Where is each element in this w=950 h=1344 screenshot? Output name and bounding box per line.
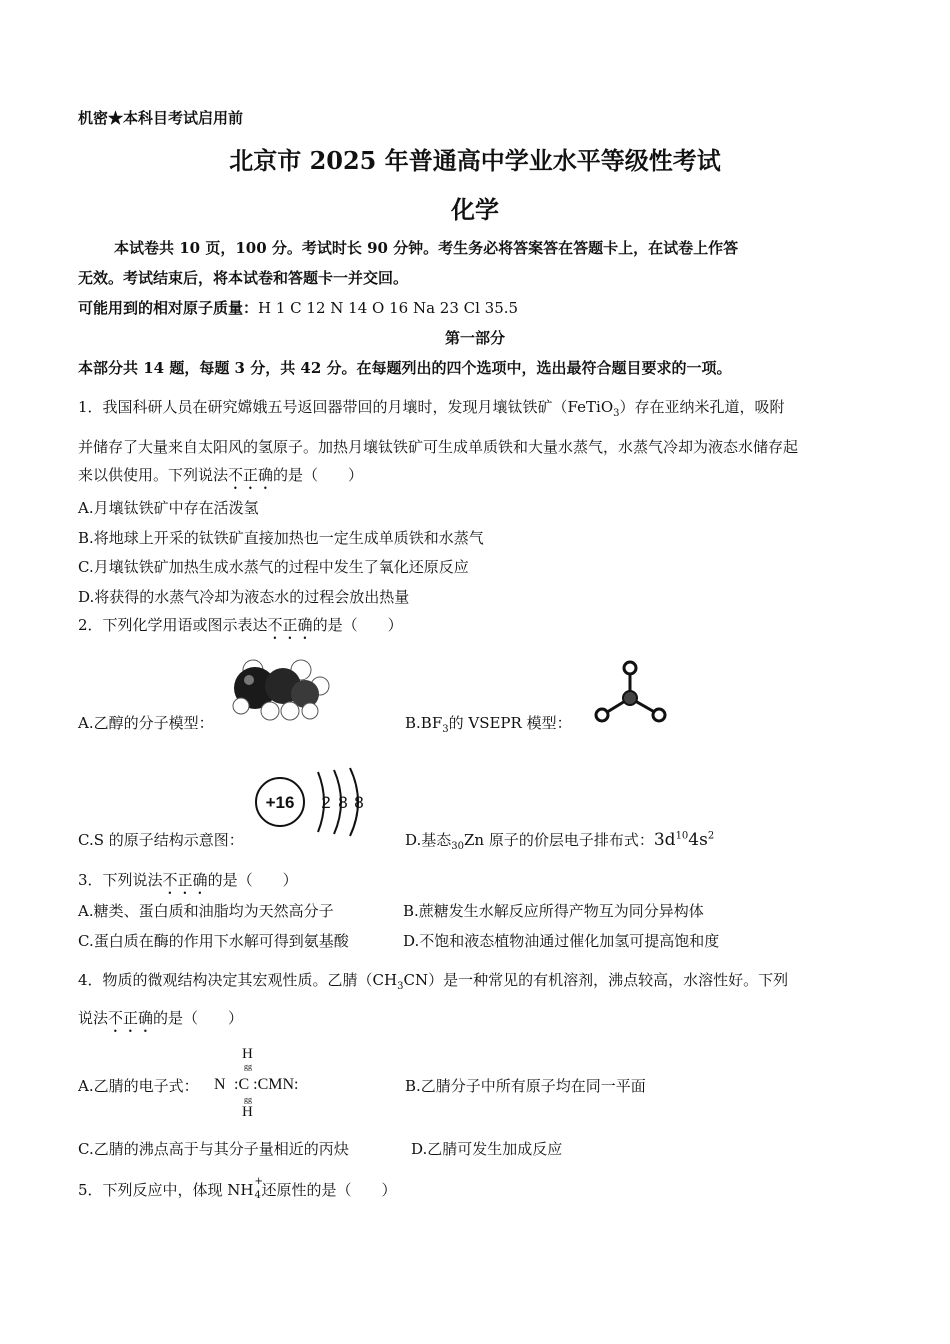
atomic-masses-label: 可能用到的相对原子质量： — [78, 299, 259, 317]
lewis-bottom-h: H — [242, 1104, 253, 1120]
part-intro: 本部分共 14 题，每题 3 分，共 42 分。在每题列出的四个选项中，选出最符合题目要求的一项。 — [78, 359, 732, 377]
intro-line-1: 本试卷共 10 页，100 分。考试时长 90 分钟。考生务必将答案答在答题卡上，在试卷上作答 — [114, 239, 739, 257]
q4-option-d: D.乙腈可发生加成反应 — [411, 1140, 563, 1158]
shell-1-count: 2 — [321, 793, 331, 812]
q1-option-b: B.将地球上开采的钛铁矿直接加热也一定生成单质铁和水蒸气 — [78, 529, 484, 547]
q3-option-b: B.蔗糖发生水解反应所得产物互为同分异构体 — [403, 902, 704, 920]
atomic-masses-values: H 1 C 12 N 14 O 16 Na 23 Cl 35.5 — [258, 299, 519, 317]
zn-electron-config: $3d^{10}4s^2$ — [653, 830, 715, 850]
q1-emphasis: 不正确 — [228, 466, 274, 484]
acetonitrile-lewis-structure — [214, 1046, 334, 1126]
q1-option-a: A.月壤钛铁矿中存在活泼氢 — [78, 499, 259, 517]
q2-option-b: $B.BF_3$的 VSEPR 模型： — [405, 714, 572, 735]
ethanol-molecule-model — [225, 648, 335, 723]
bf3-vsepr-model — [590, 658, 670, 728]
q1-line-3: 来以供使用。下列说法不正确的是（ ） — [78, 466, 364, 484]
lewis-top-dots: gg — [244, 1062, 252, 1071]
part-heading: 第一部分 — [444, 329, 505, 347]
shell-2-count: 8 — [338, 793, 348, 812]
q1-line-1: 1．我国科研人员在研究嫦娥五号返回器带回的月壤时，发现月壤钛铁矿（FeTiO$_3$）存在亚纳米孔道，吸附 — [78, 398, 785, 419]
shell-3-count: 8 — [354, 793, 364, 812]
q2-stem: 2．下列化学用语或图示表达不正确的是（ ） — [78, 616, 403, 634]
q3-stem: 3．下列说法不正确的是（ ） — [78, 871, 298, 889]
q5-stem: 5．下列反应中，体现 NH + 4 还原性的是（ ） — [78, 1176, 397, 1201]
exam-title: 北京市 2025 年普通高中学业水平等级性考试 — [229, 146, 721, 175]
q4-option-b: B.乙腈分子中所有原子均在同一平面 — [405, 1077, 646, 1095]
q2-option-d: D.基态$_{30}$Zn 原子的价层电子排布式：$3d^{10}4s^2$ — [405, 830, 715, 852]
atomic-masses — [78, 298, 518, 318]
q3-option-d: D.不饱和液态植物油通过催化加氢可提高饱和度 — [403, 932, 720, 950]
q1-option-d: D.将获得的水蒸气冷却为液态水的过程会放出热量 — [78, 588, 410, 606]
q4-emphasis: 不正确 — [108, 1009, 154, 1027]
nucleus-charge: +16 — [265, 793, 295, 812]
q4-option-c: C.乙腈的沸点高于与其分子量相近的丙炔 — [78, 1140, 349, 1158]
subject-title: 化学 — [451, 195, 499, 224]
intro-line-2: 无效。考试结束后，将本试卷和答题卡一并交回。 — [78, 269, 409, 287]
confidential-label: 机密★本科目考试启用前 — [78, 109, 244, 127]
q1-option-c: C.月壤钛铁矿加热生成水蒸气的过程中发生了氧化还原反应 — [78, 558, 469, 576]
lewis-top-h: H — [242, 1046, 253, 1062]
q3-option-c: C.蛋白质在酶的作用下水解可得到氨基酸 — [78, 932, 349, 950]
lewis-left-n: N — [214, 1076, 226, 1093]
q1-line-2: 并储存了大量来自太阳风的氢原子。加热月壤钛铁矿可生成单质铁和大量水蒸气，水蒸气冷却为液态水储存起 — [78, 438, 799, 456]
q4-line-2: 说法不正确的是（ ） — [78, 1009, 244, 1027]
q3-emphasis: 不正确 — [162, 871, 208, 889]
q4-option-a: A.乙腈的电子式： — [78, 1077, 199, 1095]
lewis-bottom-dots: gg — [244, 1095, 252, 1104]
q3-option-a: A.糖类、蛋白质和油脂均为天然高分子 — [78, 902, 334, 920]
lewis-main-chain: :C :CMN: — [234, 1076, 299, 1093]
q2-emphasis: 不正确 — [267, 616, 313, 634]
q2-option-c: C.S 的原子结构示意图： — [78, 831, 244, 849]
q4-line-1: 4．物质的微观结构决定其宏观性质。乙腈$(CH_3CN)$是一种常见的有机溶剂，沸点较高，水溶性好。下列 — [78, 971, 789, 992]
q2-option-a: A.乙醇的分子模型： — [78, 714, 214, 732]
sulfur-atomic-structure-diagram — [250, 764, 370, 839]
